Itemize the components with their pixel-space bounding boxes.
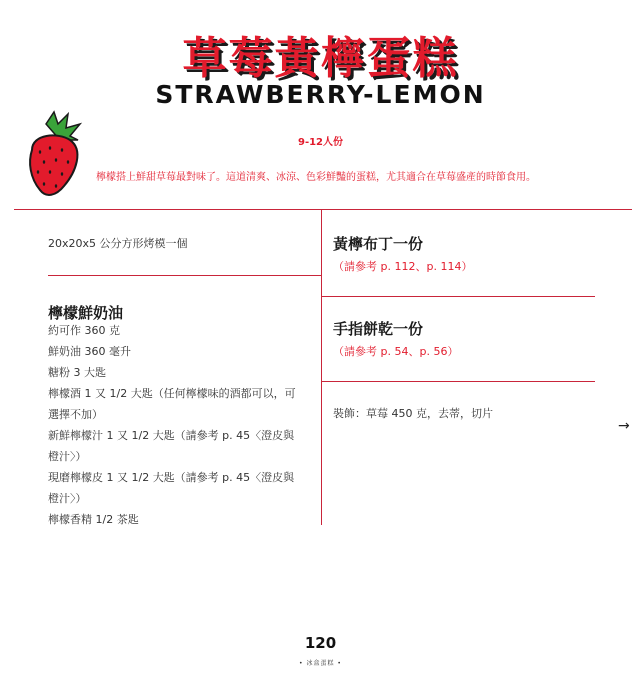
ingredient-line: 新鮮檸檬汁 1 又 1/2 大匙（請參考 p. 45〈澄皮與	[48, 429, 295, 442]
top-rule	[14, 209, 632, 210]
servings: 9-12人份	[297, 137, 344, 148]
lemon-pudding-heading: 黃檸布丁一份	[333, 235, 424, 253]
intro-text: 檸檬搭上鮮甜草莓最對味了。這道清爽、冰涼、色彩鮮豔的蛋糕，尤其適合在草莓盛產的時節食用。	[96, 172, 536, 183]
column-divider	[321, 209, 322, 525]
ingredient-line: 檸檬酒 1 又 1/2 大匙（任何檸檬味的酒都可以，可	[48, 387, 296, 400]
right-section-rule-1	[321, 296, 595, 297]
page-number: 120	[304, 634, 337, 652]
next-arrow-icon: →	[618, 418, 630, 434]
ingredient-line: 橙汁〉）	[48, 450, 87, 463]
ladyfingers-ref: （請參考 p. 54、p. 56）	[333, 345, 459, 358]
title-chinese: 草莓黃檸蛋糕	[182, 33, 459, 84]
ingredient-line: 選擇不加）	[48, 408, 103, 421]
ingredient-line: 鮮奶油 360 毫升	[48, 345, 131, 358]
ingredient-line: 現磨檸檬皮 1 又 1/2 大匙（請參考 p. 45〈澄皮與	[48, 471, 295, 484]
cream-yield: 約可作 360 克	[48, 324, 120, 337]
left-section-rule	[48, 275, 321, 276]
right-section-rule-2	[321, 381, 595, 382]
lemon-pudding-ref: （請參考 p. 112、p. 114）	[333, 260, 473, 273]
ingredient-line: 橙汁〉）	[48, 492, 87, 505]
title-english: STRAWBERRY-LEMON	[155, 80, 486, 109]
ingredient-line: 糖粉 3 大匙	[48, 366, 106, 379]
strawberry-illustration	[24, 110, 84, 202]
ingredient-line: 檸檬香精 1/2 茶匙	[48, 513, 139, 526]
ladyfingers-heading: 手指餅乾一份	[333, 320, 424, 338]
pan-size: 20x20x5 公分方形烤模一個	[48, 237, 188, 250]
cream-heading: 檸檬鮮奶油	[48, 304, 124, 322]
garnish-text: 裝飾：草莓 450 克，去蒂，切片	[333, 407, 493, 420]
footer-label: • 冰盒蛋糕 •	[299, 660, 342, 667]
cream-ingredients	[48, 320, 318, 530]
